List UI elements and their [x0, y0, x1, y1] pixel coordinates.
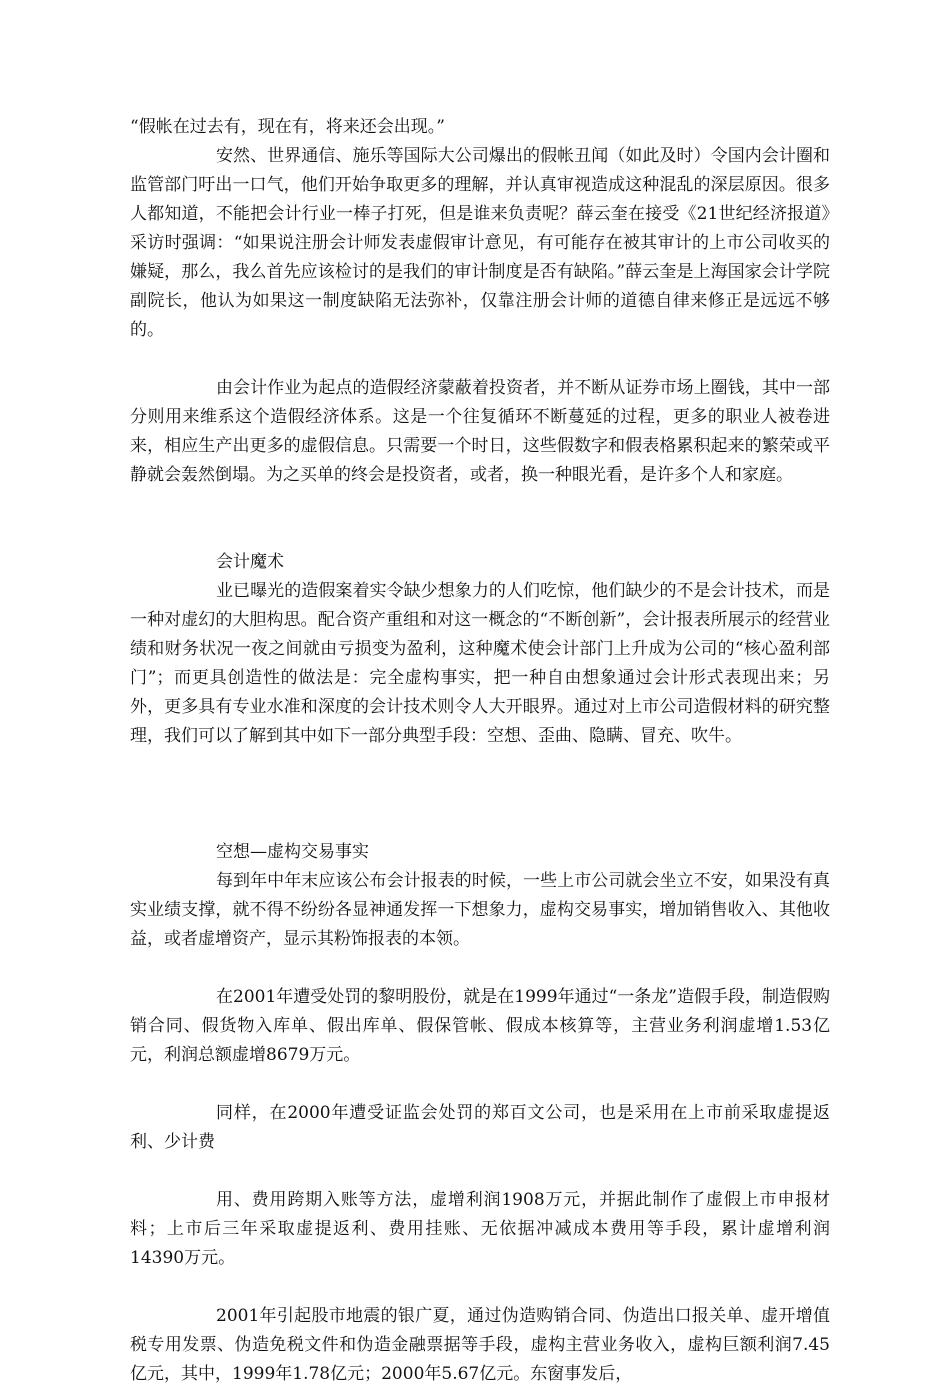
section-heading-fantasy: 空想—虚构交易事实: [216, 842, 369, 862]
spacer: [130, 954, 830, 983]
document-page: [130, 113, 830, 1389]
paragraph-zhengbaiwen-continued: 用、费用跨期入账等方法，虚增利润1908万元，并据此制作了虚假上市申报材料；上市后三年采取虚提返利、费用挂账、无依据冲减成本费用等手段，累计虚增利润14390万元。: [130, 1190, 830, 1268]
paragraph-magic: 业已曝光的造假案着实令缺少想象力的人们吃惊，他们缺少的不是会计技术，而是一种对虚幻的大胆构思。配合资产重组和对这一概念的“不断创新”，会计报表所展示的经营业绩和财务状况一夜之间就由亏损变为盈利，这种魔术使会计部门上升成为公司的“核心盈利部门”；而更具创造性的做法是：完全虚构事实，把一种自由想象通过会计形式表现出来；另外，更多具有专业水准和深度的会计技术则令人大开眼界。通过对上市公司造假材料的研究整理，我们可以了解到其中如下一部分典型手段：空想、歪曲、隐瞒、冒充、吹牛。: [130, 581, 830, 746]
paragraph-fantasy: 每到年中年末应该公布会计报表的时候，一些上市公司就会坐立不安，如果没有真实业绩支撑，就不得不纷纷各显神通发挥一下想象力，虚构交易事实，增加销售收入、其他收益，或者虚增资产，显示其粉饰报表的本领。: [130, 871, 830, 949]
spacer: [130, 490, 830, 548]
paragraph-anxin: 安然、世界通信、施乐等国际大公司爆出的假帐丑闻（如此及时）令国内会计圈和监管部门吁出一口气，他们开始争取更多的理解，并认真审视造成这种混乱的深层原因。很多人都知道，不能把会计行业一棒子打死，但是谁来负责呢？薛云奎在接受《21世纪经济报道》采访时强调：“如果说注册会计师发表虚假审计意见，有可能存在被其审计的上市公司收买的嫌疑，那么，我么首先应该检讨的是我们的审计制度是否有缺陷。”薛云奎是上海国家会计学院副院长，他认为如果这一制度缺陷无法弥补，仅靠注册会计师的道德自律来修正是远远不够的。: [130, 146, 830, 340]
paragraph-economy: 由会计作业为起点的造假经济蒙蔽着投资者，并不断从证券市场上圈钱，其中一部分则用来维系这个造假经济体系。这是一个往复循环不断蔓延的过程，更多的职业人被卷进来，相应生产出更多的虚假信息。只需要一个时日，这些假数字和假表格累积起来的繁荣或平静就会轰然倒塌。为之买单的终会是投资者，或者，换一种眼光看，是许多个人和家庭。: [130, 378, 830, 485]
spacer: [130, 1070, 830, 1099]
spacer: [130, 1157, 830, 1186]
paragraph-liming: 在2001年遭受处罚的黎明股份，就是在1999年通过“一条龙”造假手段，制造假购销合同、假货物入库单、假出库单、假保管帐、假成本核算等，主营业务利润虚增1.53亿元，利润总额虚增8679万元。: [130, 987, 830, 1065]
spacer: [130, 751, 830, 838]
spacer: [130, 1273, 830, 1302]
opening-quote: “假帐在过去有，现在有，将来还会出现。”: [130, 117, 445, 137]
paragraph-zhengbaiwen: 同样，在2000年遭受证监会处罚的郑百文公司，也是采用在上市前采取虚提返利、少计费: [130, 1103, 830, 1152]
spacer: [130, 345, 830, 374]
section-heading-magic: 会计魔术: [216, 552, 284, 572]
paragraph-yinguangxia: 2001年引起股市地震的银广夏，通过伪造购销合同、伪造出口报关单、虚开增值税专用发票、伪造免税文件和伪造金融票据等手段，虚构主营业务收入，虚构巨额利润7.45亿元，其中，1999年1.78亿元；2000年5.67亿元。东窗事发后，: [130, 1306, 830, 1384]
